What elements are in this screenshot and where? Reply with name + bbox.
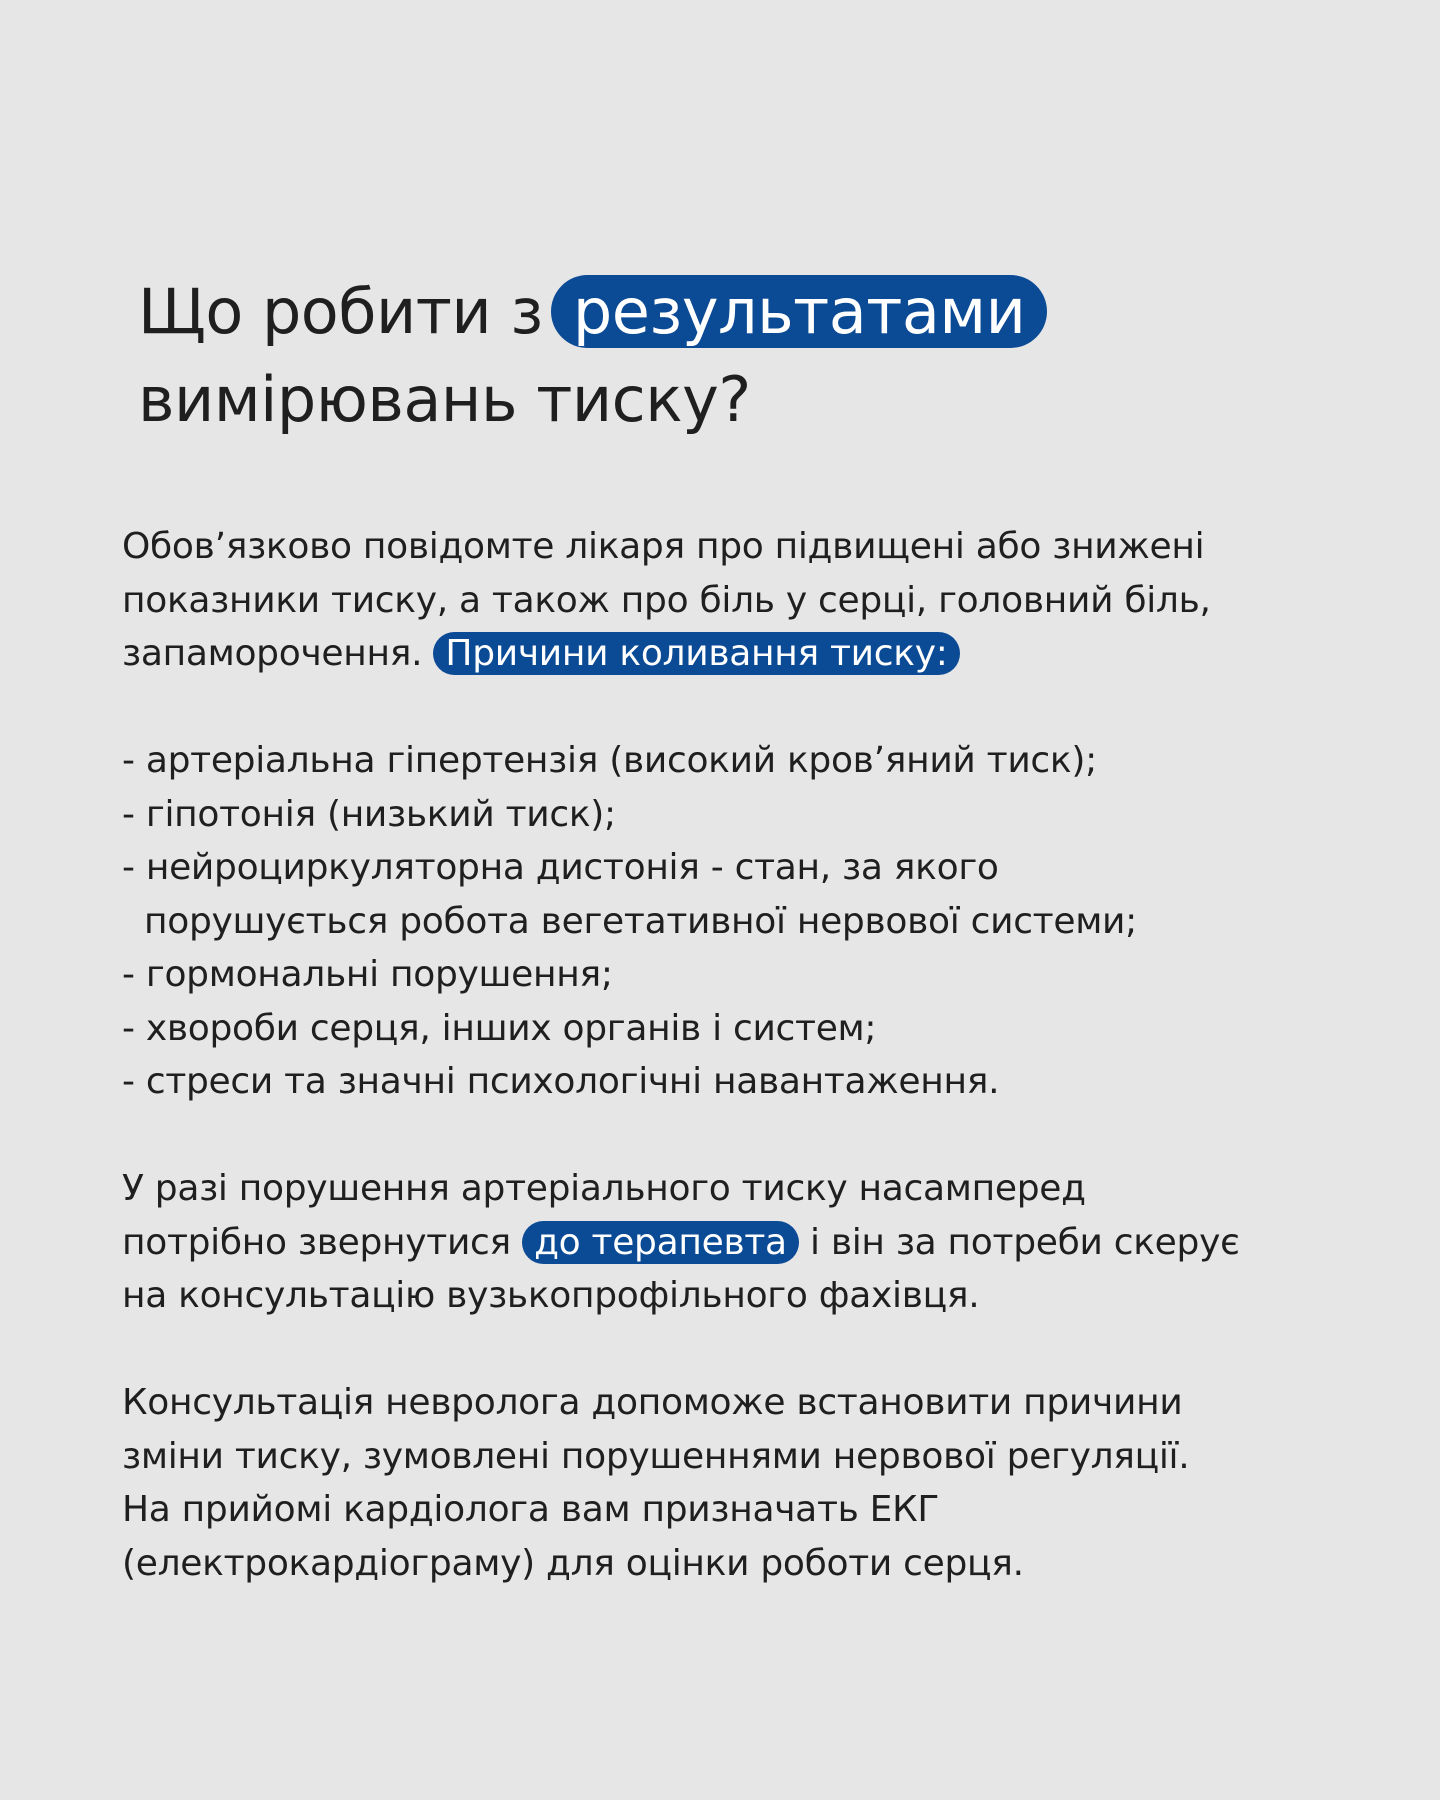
intro-line-1: Обов’язково повідомте лікаря про підвищені або знижені [122,526,1205,567]
list-item: - стреси та значні психологічні навантаження. [122,1061,1000,1102]
title-highlight: результатами [551,275,1048,348]
therapist-line-2-tail: і він за потреби скерує [809,1221,1240,1263]
list-item: - артеріальна гіпертензія (високий кров’яний тиск); [122,740,1097,781]
spacer [122,1109,1422,1163]
therapist-highlight: до терапевта [522,1221,799,1264]
title-line-2: вимірювань тиску? [138,363,751,436]
therapist-paragraph [122,1162,1422,1323]
causes-list [122,734,1422,1109]
specialists-line-1: Консультація невролога допоможе встановити причини [122,1382,1183,1423]
therapist-line-2 [122,1216,1422,1270]
list-item: - гіпотонія (низький тиск); [122,793,616,835]
specialists-line-4: (електрокардіограму) для оцінки роботи серця. [122,1542,1024,1584]
spacer [122,1323,1422,1377]
list-item: - хвороби серця, інших органів і систем; [122,1007,877,1049]
list-item: - гормональні порушення; [122,954,613,995]
intro-line-3-lead: запаморочення. [122,633,423,674]
specialists-line-3: На прийомі кардіолога вам призначать ЕКГ [122,1489,940,1530]
causes-highlight: Причини коливання тиску: [433,632,959,675]
body-text [122,520,1422,1590]
intro-line-3 [122,627,1422,681]
title-lead: Що робити з [138,275,543,348]
therapist-line-3: на консультацію вузькопрофільного фахівця. [122,1275,980,1316]
therapist-line-2-lead: потрібно звернутися [122,1221,511,1263]
specialists-line-2: зміни тиску, зумовлені порушеннями нервової регуляції. [122,1435,1190,1477]
intro-line-2: показники тиску, а також про біль у серці, головний біль, [122,579,1211,621]
intro-paragraph [122,520,1422,681]
page-title [138,268,1047,444]
list-item-continuation: порушується робота вегетативної нервової системи; [144,900,1137,942]
list-item: - нейроциркуляторна дистонія - стан, за якого [122,847,999,888]
specialists-paragraph [122,1376,1422,1590]
spacer [122,681,1422,735]
therapist-line-1: У разі порушення артеріального тиску насамперед [122,1168,1086,1209]
